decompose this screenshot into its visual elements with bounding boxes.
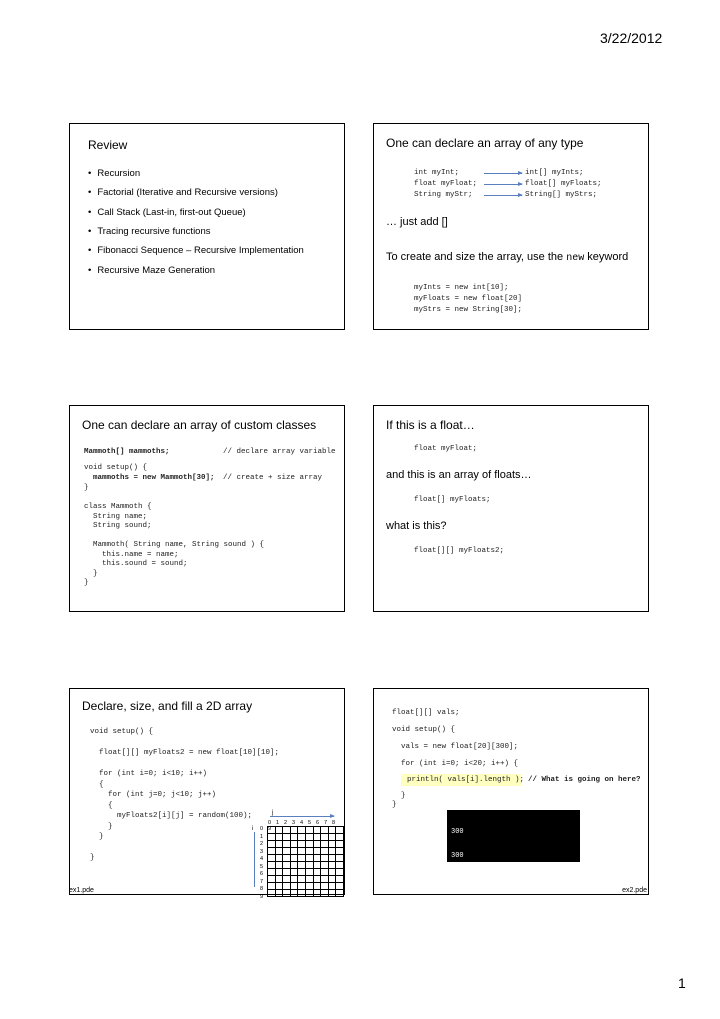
code-line: int[] myInts;: [525, 169, 584, 177]
grid-cell: [305, 855, 313, 862]
grid-cell: [268, 862, 276, 869]
grid-cell: [275, 848, 283, 855]
grid-cell: [321, 862, 329, 869]
grid-cell: [336, 841, 344, 848]
code-comment: // create + size array: [223, 474, 323, 482]
bullet-item: • Fibonacci Sequence – Recursive Implementation: [88, 245, 304, 256]
grid-cell: [290, 827, 298, 834]
row-label: 6: [260, 871, 264, 877]
grid-cell: [305, 862, 313, 869]
grid-cell: [305, 876, 313, 883]
just-add-text: … just add []: [386, 216, 448, 228]
grid-cell: [336, 883, 344, 890]
grid-cell: [328, 834, 336, 841]
grid-cell: [313, 883, 321, 890]
grid-i-label: i: [252, 826, 254, 832]
grid-row: [268, 834, 344, 841]
grid-cell: [298, 848, 306, 855]
create-text-pre: To create and size the array, use the: [386, 251, 567, 263]
code-line: String[] myStrs;: [525, 191, 598, 199]
code-line: float[] myFloats;: [525, 180, 602, 188]
row-label: 0: [260, 826, 264, 832]
code-line: mammoths = new Mammoth[30];: [84, 474, 215, 482]
grid-cell: [275, 841, 283, 848]
grid-cell: [328, 827, 336, 834]
grid-cell: [283, 862, 291, 869]
arrow-icon: [484, 195, 522, 196]
grid-cell: [275, 834, 283, 841]
row-label: 1: [260, 833, 264, 840]
slide-title: One can declare an array of custom classes: [82, 418, 317, 432]
grid-cell: [268, 855, 276, 862]
console-line: 300: [451, 876, 464, 884]
grid-cell: [283, 834, 291, 841]
grid-cell: [290, 834, 298, 841]
code-line: }: [84, 484, 89, 492]
grid-cell: [298, 883, 306, 890]
grid-cell: [298, 855, 306, 862]
grid-cell: [268, 883, 276, 890]
slide-title: Declare, size, and fill a 2D array: [82, 699, 253, 713]
grid-cell: [298, 869, 306, 876]
code-line: float[] myFloats;: [414, 496, 491, 504]
grid-row: [268, 869, 344, 876]
grid-cell: [305, 848, 313, 855]
grid-cell: [290, 841, 298, 848]
grid-cell: [321, 834, 329, 841]
col-label: 5: [308, 820, 312, 826]
grid-cell: [305, 869, 313, 876]
new-keyword: new: [566, 253, 585, 264]
grid-row: [268, 848, 344, 855]
slide-title: If this is a float…: [386, 418, 475, 432]
row-label: 7: [260, 878, 264, 885]
slide-title: One can declare an array of any type: [386, 136, 584, 150]
grid-cell: [328, 869, 336, 876]
row-label: 9: [260, 893, 264, 900]
code-block: void setup() { float[][] myFloats2 = new float[10][10]; for (int i=0; i<10; i++) { for (int j=0; j<10; j++) { myFloats2[i][j] = random(100); } } }: [90, 728, 280, 862]
grid-cell: [328, 876, 336, 883]
text-line: what is this?: [386, 520, 447, 532]
grid-row: [268, 876, 344, 883]
grid-cell: [283, 876, 291, 883]
bullet-item: • Recursion: [88, 168, 140, 179]
grid-cell: [283, 841, 291, 848]
grid-cell: [298, 890, 306, 897]
grid-cell: [298, 876, 306, 883]
page-number: 1: [678, 975, 686, 991]
grid-cell: [328, 890, 336, 897]
println-line: println( vals[i].length );: [407, 776, 525, 784]
grid-cell: [283, 827, 291, 834]
grid-cell: [275, 855, 283, 862]
grid-cell: [283, 883, 291, 890]
col-label: 9: [268, 826, 272, 832]
code-line: String myStr;: [414, 191, 473, 199]
code-block: float[][] vals; void setup() { vals = new float[20][300]; for (int i=0; i<20; i++) {: [392, 709, 519, 768]
grid-cell: [313, 876, 321, 883]
grid-cell: [313, 855, 321, 862]
grid-cell: [275, 827, 283, 834]
console-line: 300: [451, 948, 464, 956]
grid-cell: [321, 848, 329, 855]
grid-cell: [268, 876, 276, 883]
grid-cell: [313, 869, 321, 876]
filename: ex2.pde: [622, 887, 647, 894]
grid-row: [268, 862, 344, 869]
code-line: myInts = new int[10];: [414, 284, 509, 292]
grid-row-labels: [260, 826, 263, 901]
grid-cell: [336, 876, 344, 883]
code-comment: // declare array variable: [223, 448, 336, 456]
grid-cell: [298, 862, 306, 869]
grid-cell: [268, 827, 276, 834]
text-line: and this is an array of floats…: [386, 469, 532, 481]
grid-cell: [328, 862, 336, 869]
grid-cell: [275, 862, 283, 869]
slide-review: [69, 123, 345, 330]
code-comment: // What is going on here?: [528, 776, 641, 784]
col-label: 1: [276, 820, 280, 826]
array-grid: [267, 826, 344, 897]
i-arrow-icon: [254, 832, 255, 887]
code-line: float myFloat;: [414, 445, 478, 453]
grid-cell: [268, 834, 276, 841]
grid-cell: [290, 862, 298, 869]
filename: ex1.pde: [69, 887, 94, 894]
grid-cell: [321, 876, 329, 883]
grid-cell: [321, 841, 329, 848]
grid-cell: [313, 890, 321, 897]
code-line: float[][] myFloats2;: [414, 547, 505, 555]
code-block: } }: [392, 792, 406, 809]
grid-cell: [328, 883, 336, 890]
slide-float-arrays: [373, 405, 649, 612]
grid-cell: [298, 827, 306, 834]
slide-title: Review: [88, 138, 128, 152]
grid-cell: [313, 841, 321, 848]
console-line: 300: [451, 828, 464, 836]
console-output: [447, 810, 580, 956]
row-label: 2: [260, 841, 264, 847]
grid-cell: [275, 869, 283, 876]
create-text: [386, 251, 628, 264]
grid-cell: [268, 869, 276, 876]
code-line: myFloats = new float[20]: [414, 295, 523, 303]
col-label: 3: [292, 820, 296, 826]
grid-cell: [290, 883, 298, 890]
row-label: 4: [260, 856, 264, 862]
arrow-icon: [484, 184, 522, 185]
console-line: 300: [451, 924, 464, 932]
code-line: int myInt;: [414, 169, 460, 177]
grid-cell: [321, 883, 329, 890]
slide-vals-length: [373, 688, 649, 956]
slide-custom-classes: [69, 405, 345, 612]
grid-cell: [283, 869, 291, 876]
bullet-item: • Recursive Maze Generation: [88, 265, 215, 276]
grid-j-label: j: [272, 810, 274, 816]
grid-cell: [305, 827, 313, 834]
bullet-item: • Tracing recursive functions: [88, 226, 211, 237]
grid-cell: [305, 890, 313, 897]
grid-cell: [305, 834, 313, 841]
grid-cell: [298, 841, 306, 848]
grid-cell: [283, 890, 291, 897]
col-label: 2: [284, 820, 288, 826]
bullet-item: • Factorial (Iterative and Recursive versions): [88, 187, 278, 198]
grid-cell: [336, 855, 344, 862]
grid-row: [268, 855, 344, 862]
console-line: 300: [451, 852, 464, 860]
grid-cell: [321, 869, 329, 876]
grid-cell: [305, 883, 313, 890]
grid-cell: [328, 855, 336, 862]
code-line: void setup() {: [84, 464, 148, 472]
grid-cell: [313, 848, 321, 855]
grid-cell: [283, 855, 291, 862]
grid-cell: [305, 841, 313, 848]
col-label: 6: [316, 820, 320, 826]
grid-cell: [313, 862, 321, 869]
create-text-post: keyword: [584, 251, 629, 263]
grid-cell: [275, 876, 283, 883]
j-arrow-icon: [270, 816, 334, 817]
col-label: 0: [268, 820, 272, 826]
row-label: 8: [260, 886, 264, 892]
grid-cell: [290, 848, 298, 855]
grid-cell: [283, 848, 291, 855]
col-label: 4: [300, 820, 304, 826]
grid-cell: [321, 890, 329, 897]
grid-cell: [290, 876, 298, 883]
console-line: 300: [451, 900, 464, 908]
grid-cell: [336, 869, 344, 876]
grid-cell: [336, 827, 344, 834]
grid-cell: [328, 841, 336, 848]
grid-cell: [290, 855, 298, 862]
grid-cell: [268, 890, 276, 897]
grid-cell: [275, 890, 283, 897]
grid-cell: [313, 834, 321, 841]
grid-row: [268, 841, 344, 848]
grid-cell: [321, 827, 329, 834]
grid-cell: [336, 834, 344, 841]
grid-row: [268, 827, 344, 834]
grid-cell: [290, 869, 298, 876]
grid-cell: [336, 848, 344, 855]
row-label: 3: [260, 848, 264, 855]
grid-cell: [290, 890, 298, 897]
grid-cell: [313, 827, 321, 834]
arrow-icon: [484, 173, 522, 174]
code-line: Mammoth[] mammoths;: [84, 448, 170, 456]
grid-cell: [321, 855, 329, 862]
grid-cell: [268, 848, 276, 855]
row-label: 5: [260, 863, 264, 870]
grid-row: [268, 883, 344, 890]
grid-cell: [268, 841, 276, 848]
grid-cell: [275, 883, 283, 890]
bullet-item: • Call Stack (Last-in, first-out Queue): [88, 207, 246, 218]
code-line: float myFloat;: [414, 180, 478, 188]
header-date: 3/22/2012: [600, 30, 663, 46]
code-block: class Mammoth { String name; String sound; Mammoth( String name, String sound ) { this.name = name; this.sound = sound; } }: [84, 503, 265, 587]
grid-cell: [336, 862, 344, 869]
grid-cell: [328, 848, 336, 855]
grid-cell: [336, 890, 344, 897]
grid-row: [268, 890, 344, 897]
grid-cell: [298, 834, 306, 841]
slide-2d-array: [69, 688, 345, 900]
slide-array-any-type: [373, 123, 649, 330]
col-label: 8: [332, 820, 336, 826]
col-label: 7: [324, 820, 328, 826]
code-line: myStrs = new String[30];: [414, 306, 523, 314]
